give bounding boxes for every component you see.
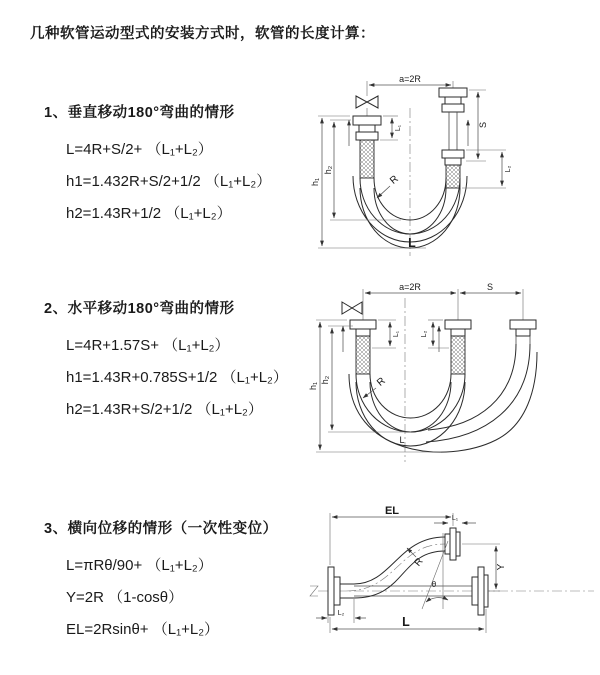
dim-label-theta: θ xyxy=(431,580,437,589)
middle-fitting xyxy=(445,320,471,374)
dim-label-h2: h₂ xyxy=(323,165,333,175)
valve-icon xyxy=(342,302,362,314)
section-3 xyxy=(44,517,278,646)
dim-label-r: R xyxy=(412,556,426,569)
right-fitting-lower xyxy=(442,150,464,188)
formula-el: EL=2Rsinθ+ （L₁+L₂） xyxy=(66,621,220,638)
dim-label-span: a=2R xyxy=(399,74,421,84)
valve-icon xyxy=(356,96,378,116)
left-fitting xyxy=(353,116,381,178)
dim-label-h1: h₁ xyxy=(308,381,318,391)
l-dimension xyxy=(330,609,486,633)
section-3-formulas xyxy=(66,550,278,646)
radius-callout xyxy=(363,376,388,398)
l1-dimension xyxy=(380,116,402,140)
l1-dimension xyxy=(434,515,476,523)
dim-label-length: L xyxy=(399,435,405,445)
diagram-vertical-180-bend xyxy=(306,70,586,260)
dim-label-r: R xyxy=(375,375,388,389)
dim-label-l1: L₁ xyxy=(451,515,459,522)
dim-label-h1: h₁ xyxy=(310,177,320,187)
l2-dimension xyxy=(316,599,366,623)
section-2-formulas xyxy=(66,330,288,426)
dim-label-l1: L₁ xyxy=(395,124,402,132)
dim-label-s: S xyxy=(478,121,488,129)
section-2 xyxy=(44,297,288,426)
displaced-flange xyxy=(445,528,460,560)
dim-label-l2: L₂ xyxy=(505,165,512,173)
formula-h2: h2=1.43R+1/2 （L₁+L₂） xyxy=(66,205,232,222)
dim-label-length: L xyxy=(408,236,416,250)
formula-h1: h1=1.43R+0.785S+1/2 （L₁+L₂） xyxy=(66,369,288,386)
formula-y: Y=2R （1-cosθ） xyxy=(66,589,184,606)
right-pipe xyxy=(449,112,457,150)
el-dimension xyxy=(330,505,453,565)
l2-dimension xyxy=(462,150,512,188)
section-1-formulas xyxy=(66,134,271,230)
right-fitting xyxy=(510,320,536,344)
radius-callout xyxy=(377,174,401,198)
section-2-heading: 2、水平移动180°弯曲的情形 xyxy=(44,301,235,317)
formula-length: L=4R+1.57S+ （L₁+L₂） xyxy=(66,337,230,354)
displaced-hose xyxy=(346,537,445,598)
dim-label-y: Y xyxy=(496,563,507,571)
dim-label-l1: L₁ xyxy=(393,330,400,338)
dim-label-s: S xyxy=(486,282,494,292)
dim-label-r: R xyxy=(388,173,401,187)
section-1-heading: 1、垂直移动180°弯曲的情形 xyxy=(44,105,235,121)
dim-label-span: a=2R xyxy=(399,282,421,292)
hose-curves xyxy=(349,344,537,452)
left-fitting xyxy=(350,320,376,374)
section-1 xyxy=(44,101,271,230)
s-dimension xyxy=(466,90,488,161)
diagram-lateral-displacement xyxy=(296,503,600,648)
angle-construction xyxy=(422,533,448,609)
formula-h1: h1=1.432R+S/2+1/2 （L₁+L₂） xyxy=(66,173,272,190)
dim-label-length: L xyxy=(402,615,410,629)
dim-label-h2: h₂ xyxy=(320,375,330,385)
section-3-heading: 3、横向位移的情形（一次性变位） xyxy=(44,521,278,537)
dim-label-l2: L₂ xyxy=(421,330,428,338)
formula-h2: h2=1.43R+S/2+1/2 （L₁+L₂） xyxy=(66,401,263,418)
formula-length: L=πRθ/90+ （L₁+L₂） xyxy=(66,557,213,574)
page-title: 几种软管运动型式的安装方式时，软管的长度计算： xyxy=(30,26,375,42)
radius-callout xyxy=(407,548,426,569)
dim-label-el: EL xyxy=(384,505,400,517)
right-fitting-upper xyxy=(439,88,467,112)
diagram-horizontal-180-bend xyxy=(306,280,598,465)
formula-length: L=4R+S/2+ （L₁+L₂） xyxy=(66,141,213,158)
dim-label-l2: L₂ xyxy=(337,610,345,617)
top-dimension xyxy=(363,282,523,320)
